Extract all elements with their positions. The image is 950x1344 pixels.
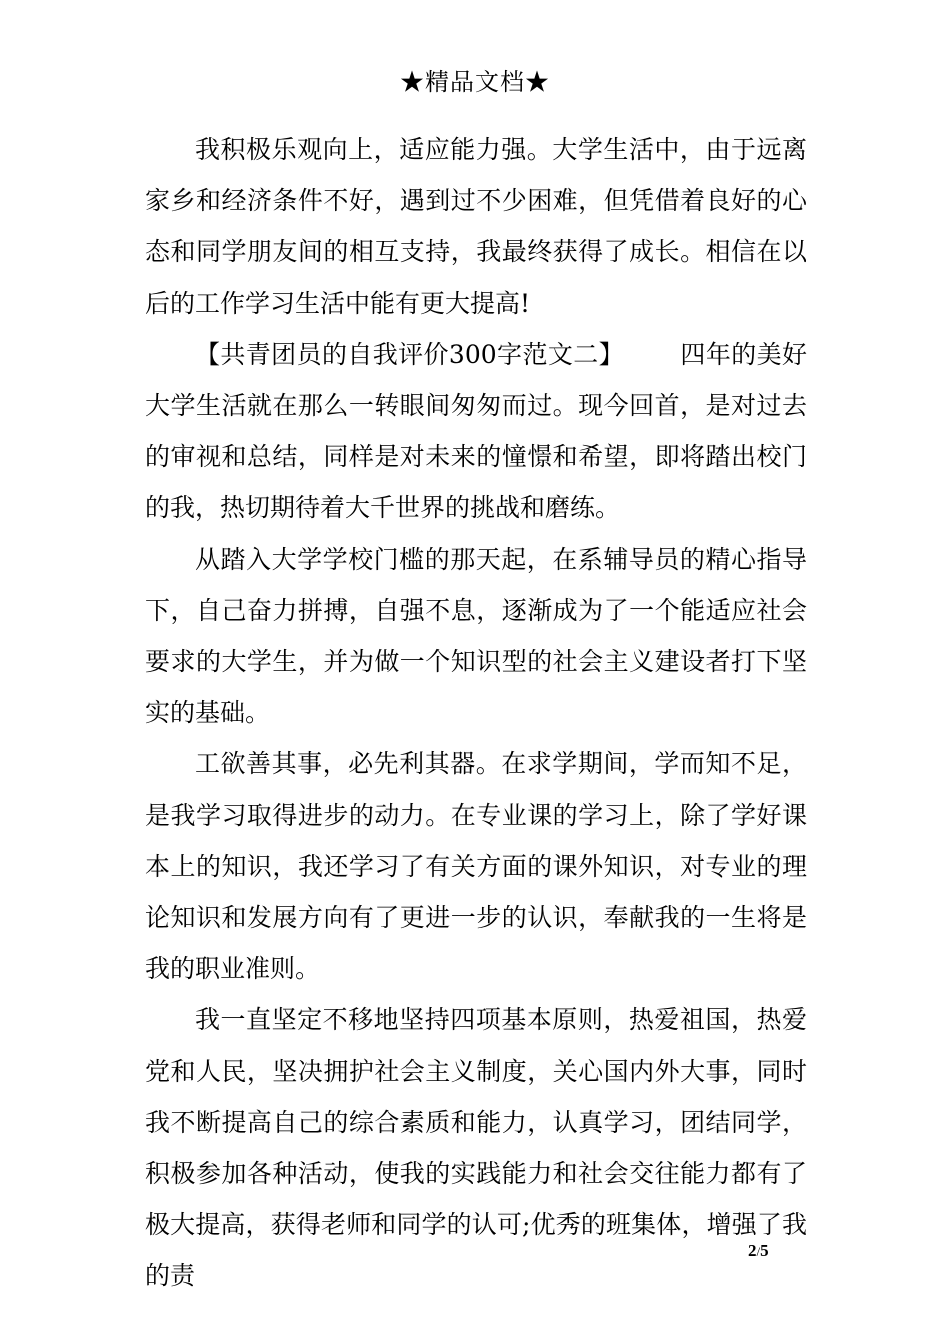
page-number bbox=[748, 1241, 769, 1262]
page-separator: / bbox=[756, 1244, 761, 1259]
total-pages: 5 bbox=[760, 1241, 769, 1260]
section-text: 四年的美好大学生活就在那么一转眼间匆匆而过。现今回首，是对过去的审视和总结，同样是对未来的憧憬和希望，即将踏出校门的我，热切期待着大千世界的挑战和磨练。 bbox=[145, 339, 807, 523]
section-heading: 【共青团员的自我评价300字范文二】 bbox=[195, 339, 625, 369]
section-paragraph bbox=[145, 329, 807, 534]
document-body bbox=[145, 124, 807, 1302]
paragraph-3: 工欲善其事，必先利其器。在求学期间，学而知不足，是我学习取得进步的动力。在专业课的学习上，除了学好课本上的知识，我还学习了有关方面的课外知识，对专业的理论知识和发展方向有了更进一步的认识，奉献我的一生将是我的职业准则。 bbox=[145, 749, 807, 984]
document-header-title: ★精品文档★ bbox=[400, 68, 550, 96]
paragraph-2: 从踏入大学学校门槛的那天起，在系辅导员的精心指导下，自己奋力拼搏，自强不息，逐渐成为了一个能适应社会要求的大学生，并为做一个知识型的社会主义建设者打下坚实的基础。 bbox=[145, 544, 807, 728]
paragraph-1: 我积极乐观向上，适应能力强。大学生活中，由于远离家乡和经济条件不好，遇到过不少困难，但凭借着良好的心态和同学朋友间的相互支持，我最终获得了成长。相信在以后的工作学习生活中能有更大提高! bbox=[145, 135, 807, 318]
paragraph-4: 我一直坚定不移地坚持四项基本原则，热爱祖国，热爱党和人民，坚决拥护社会主义制度，关心国内外大事，同时我不断提高自己的综合素质和能力，认真学习，团结同学，积极参加各种活动，使我的实践能力和社会交往能力都有了极大提高，获得老师和同学的认可;优秀的班集体，增强了我的责 bbox=[145, 1005, 807, 1291]
current-page: 2 bbox=[748, 1241, 757, 1260]
